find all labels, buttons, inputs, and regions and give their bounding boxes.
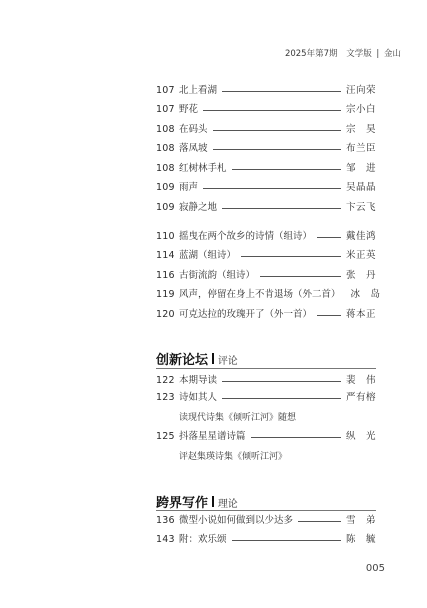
toc-title: 附：欢乐颂 (179, 534, 227, 545)
toc-page: 120 (156, 309, 175, 320)
toc-page: 107 (156, 85, 175, 96)
toc-title: 可克达拉的玫瑰开了（外一首） (179, 309, 313, 320)
toc-entry[interactable] (156, 103, 376, 117)
running-header (285, 47, 401, 59)
toc-author: 冰 岛 (350, 289, 381, 300)
toc-leader (232, 169, 341, 170)
toc-entry[interactable] (156, 230, 376, 244)
toc-page: 116 (156, 270, 175, 281)
toc-author: 张 丹 (345, 270, 376, 281)
toc-title: 蓝湖（组诗） (179, 250, 237, 261)
toc-page: 109 (156, 202, 175, 213)
toc-leader (222, 208, 341, 209)
toc-title: 寂静之地 (179, 202, 218, 213)
toc-entry[interactable] (156, 181, 376, 195)
toc-title: 微型小说如何做到以少达多 (179, 515, 294, 526)
toc-page: 136 (156, 515, 175, 526)
toc-page: 108 (156, 124, 175, 135)
toc-title: 红树林手札 (179, 163, 227, 174)
toc-author: 宗小白 (345, 104, 376, 115)
toc-leader (241, 256, 341, 257)
toc-title: 野花 (179, 104, 199, 115)
toc-leader (222, 91, 341, 92)
issue-label: 2025年第7期 (284, 49, 338, 59)
toc-entry[interactable] (156, 201, 376, 215)
toc-title: 北上看湖 (179, 85, 218, 96)
toc-entry[interactable] (156, 162, 376, 176)
section-heading-forum (156, 349, 238, 368)
toc-author: 雪 弟 (345, 515, 376, 526)
toc-title: 诗如其人 (179, 392, 218, 403)
toc-author: 米正英 (345, 250, 376, 261)
toc-title: 风声，停留在身上不肯退场（外二首） (179, 289, 341, 300)
toc-author: 陈 毓 (345, 534, 376, 545)
toc-entry[interactable] (156, 84, 376, 98)
toc-author: 戴佳鸿 (345, 231, 376, 242)
toc-leader (298, 521, 341, 522)
toc-title: 本期导读 (179, 375, 218, 386)
toc-leader (203, 188, 341, 189)
toc-entry[interactable] (156, 249, 376, 263)
section-title: 跨界写作 (156, 496, 209, 511)
toc-author: 布兰臣 (345, 143, 376, 154)
section-divider (212, 496, 214, 507)
toc-title: 抖落星星谱诗篇 (179, 431, 246, 442)
section-title: 创新论坛 (156, 353, 209, 368)
toc-leader (232, 540, 341, 541)
toc-entry[interactable] (156, 533, 376, 547)
toc-title: 落凤坡 (179, 143, 208, 154)
section-rule (156, 368, 376, 369)
toc-author: 邹 进 (345, 163, 376, 174)
toc-author: 裴 伟 (345, 375, 376, 386)
toc-page: 110 (156, 231, 175, 242)
toc-title: 在码头 (179, 124, 208, 135)
page-number: 005 (365, 563, 385, 574)
toc-entry-subtitle: 读现代诗集《倾听江河》随想 (179, 413, 297, 423)
toc-page: 122 (156, 375, 175, 386)
toc-title: 雨声 (179, 182, 199, 193)
toc-page: 114 (156, 250, 175, 261)
toc-entry[interactable] (156, 123, 376, 137)
header-divider: | (376, 49, 380, 59)
toc-entry[interactable] (156, 269, 376, 283)
header-author: 金山 (383, 49, 401, 59)
toc-leader (222, 398, 341, 399)
toc-page: 107 (156, 104, 175, 115)
section-rule (156, 510, 376, 511)
toc-entry[interactable] (156, 308, 376, 322)
toc-entry[interactable] (156, 430, 376, 444)
toc-entry[interactable] (156, 391, 376, 405)
toc-entry[interactable] (156, 142, 376, 156)
toc-page: 108 (156, 143, 175, 154)
toc-page: 125 (156, 431, 175, 442)
toc-page: 108 (156, 163, 175, 174)
toc-leader (317, 315, 341, 316)
toc-page: 143 (156, 534, 175, 545)
toc-page: 123 (156, 392, 175, 403)
toc-author: 汪向荣 (345, 85, 376, 96)
toc-entry[interactable] (156, 514, 376, 528)
toc-author: 纵 光 (345, 431, 376, 442)
toc-title: 古街流韵（组诗） (179, 270, 256, 281)
toc-author: 吴晶晶 (345, 182, 376, 193)
toc-leader (222, 381, 341, 382)
toc-entry[interactable] (156, 374, 376, 388)
toc-author: 严有榕 (345, 392, 376, 403)
section-heading-crossover (156, 492, 238, 511)
section-divider (212, 353, 214, 364)
section-subtitle: 评论 (217, 356, 238, 367)
toc-leader (317, 237, 341, 238)
toc-page: 109 (156, 182, 175, 193)
toc-page: 119 (156, 289, 175, 300)
toc-leader (260, 276, 341, 277)
toc-leader (213, 130, 341, 131)
toc-author: 宗 昊 (345, 124, 376, 135)
toc-entry-subtitle: 评赵集瑛诗集《倾听江河》 (179, 452, 288, 462)
toc-leader (251, 437, 341, 438)
toc-leader (213, 149, 341, 150)
edition-label: 文学版 (346, 49, 372, 59)
toc-entry[interactable] (156, 288, 381, 302)
toc-title: 摇曳在两个故乡的诗情（组诗） (179, 231, 313, 242)
toc-author: 卞云飞 (345, 202, 376, 213)
section-subtitle: 理论 (217, 499, 238, 510)
toc-leader (203, 110, 341, 111)
toc-author: 蒋本正 (345, 309, 376, 320)
